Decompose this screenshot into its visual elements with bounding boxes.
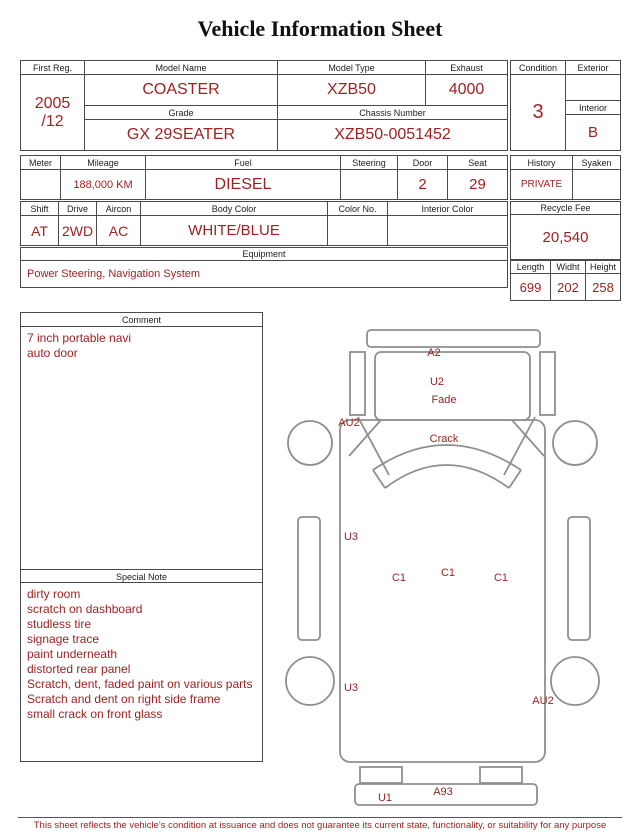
field-first-reg-value (21, 75, 85, 151)
field-history-label: History (511, 156, 573, 170)
note-line: Scratch, dent, faded paint on various parts (27, 677, 253, 691)
field-length-value: 699 (511, 274, 551, 301)
field-chassis-number-value: XZB50-0051452 (278, 120, 508, 151)
wheel-front-right (553, 421, 597, 465)
field-meter-value (21, 170, 61, 200)
field-interior-label: Interior (566, 101, 621, 115)
diagram-label-C1: C1 (440, 567, 456, 579)
field-model-type-label: Model Type (278, 61, 426, 75)
comment-header: Comment (21, 313, 262, 327)
field-exhaust-value: 4000 (426, 75, 508, 106)
note-line: dirty room (27, 587, 81, 601)
footer-divider (18, 817, 622, 818)
field-mileage-value: 188,000 KM (61, 170, 146, 200)
field-equipment-label: Equipment (21, 248, 508, 261)
field-model-name-value: COASTER (85, 75, 278, 106)
field-fuel-label: Fuel (146, 156, 341, 170)
diagram-label-A2: A2 (427, 347, 441, 359)
field-model-type-value: XZB50 (278, 75, 426, 106)
field-seat-value: 29 (448, 170, 508, 200)
field-door-value: 2 (398, 170, 448, 200)
spec-table-2 (20, 201, 508, 246)
registration-table (20, 60, 508, 151)
condition-table (510, 60, 621, 151)
diagram-label-Crack: Crack (429, 433, 459, 445)
field-body-color-value: WHITE/BLUE (141, 216, 328, 246)
field-condition-label: Condition (511, 61, 566, 75)
first-reg-month: /12 (41, 112, 64, 130)
field-exterior-label: Exterior (566, 61, 621, 75)
field-length-label: Length (511, 261, 551, 274)
field-drive-value: 2WD (59, 216, 97, 246)
note-line: 7 inch portable navi (27, 331, 132, 345)
body-outline (340, 420, 545, 762)
diagram-label-U2: U2 (429, 376, 445, 388)
side-rail-left (298, 517, 320, 640)
diagram-label-C1: C1 (391, 572, 407, 584)
first-reg-year: 2005 (34, 94, 71, 112)
front-bumper (367, 330, 540, 347)
field-steering-value (341, 170, 398, 200)
note-line: studless tire (27, 617, 92, 631)
field-shift-label: Shift (21, 202, 59, 216)
field-recycle-fee-label: Recycle Fee (511, 202, 621, 215)
field-fuel-value: DIESEL (146, 170, 341, 200)
field-exterior-value (566, 75, 621, 101)
dimensions-table (510, 260, 621, 301)
field-first-reg-label: First Reg. (21, 61, 85, 75)
note-line: paint underneath (27, 647, 118, 661)
field-interior-color-label: Interior Color (388, 202, 508, 216)
page-title: Vehicle Information Sheet (197, 16, 443, 41)
field-door-label: Door (398, 156, 448, 170)
diagram-label-AU2: AU2 (338, 417, 360, 429)
note-line: auto door (27, 346, 78, 360)
note-line: signage trace (27, 632, 100, 646)
note-line: small crack on front glass (27, 707, 163, 721)
diagram-label-U1: U1 (377, 792, 393, 804)
field-history-value: PRIVATE (511, 170, 573, 200)
footer-disclaimer: This sheet reflects the vehicle's condition at issuance and does not guarantee its current state, functionality, or suitability for any purpose (33, 820, 607, 831)
field-recycle-fee-value: 20,540 (511, 215, 621, 260)
field-equipment-value: Power Steering, Navigation System (21, 261, 508, 288)
field-aircon-label: Aircon (97, 202, 141, 216)
field-height-label: Height (586, 261, 621, 274)
spec-table-1 (20, 155, 508, 200)
diagram-label-A93: A93 (433, 786, 453, 798)
field-width-label: Widht (551, 261, 586, 274)
field-model-name-label: Model Name (85, 61, 278, 75)
field-height-value: 258 (586, 274, 621, 301)
field-syaken-label: Syaken (573, 156, 621, 170)
field-color-no-label: Color No. (328, 202, 388, 216)
equipment-table (20, 247, 508, 288)
side-rail-right (568, 517, 590, 640)
car-diagram (263, 310, 630, 817)
diagram-label-AU2: AU2 (532, 695, 554, 707)
field-syaken-value (573, 170, 621, 200)
diagram-label-Fade: Fade (431, 394, 457, 406)
field-chassis-number-label: Chassis Number (278, 106, 508, 120)
field-shift-value: AT (21, 216, 59, 246)
field-drive-label: Drive (59, 202, 97, 216)
diagram-label-U3: U3 (343, 531, 359, 543)
field-exhaust-label: Exhaust (426, 61, 508, 75)
field-seat-label: Seat (448, 156, 508, 170)
special-note-header: Special Note (21, 569, 262, 583)
field-interior-color-value (388, 216, 508, 246)
field-interior-value: B (566, 115, 621, 151)
wheel-front-left (288, 421, 332, 465)
mirror-right (540, 352, 555, 415)
comment-panel (20, 312, 263, 762)
note-line: distorted rear panel (27, 662, 131, 676)
field-meter-label: Meter (21, 156, 61, 170)
field-mileage-label: Mileage (61, 156, 146, 170)
wheel-rear-right (551, 657, 599, 705)
recycle-fee-table (510, 201, 621, 260)
diagram-label-C1: C1 (493, 572, 509, 584)
field-grade-label: Grade (85, 106, 278, 120)
wheel-rear-left (286, 657, 334, 705)
diagram-label-U3: U3 (343, 682, 359, 694)
front-panel (375, 352, 530, 420)
field-grade-value: GX 29SEATER (85, 120, 278, 151)
note-line: Scratch and dent on right side frame (27, 692, 221, 706)
field-color-no-value (328, 216, 388, 246)
history-table (510, 155, 621, 200)
note-line: scratch on dashboard (27, 602, 143, 616)
field-aircon-value: AC (97, 216, 141, 246)
special-note-body (21, 583, 262, 761)
field-steering-label: Steering (341, 156, 398, 170)
field-condition-value: 3 (511, 75, 566, 151)
field-body-color-label: Body Color (141, 202, 328, 216)
field-width-value: 202 (551, 274, 586, 301)
mirror-left (350, 352, 365, 415)
comment-body (21, 327, 262, 569)
